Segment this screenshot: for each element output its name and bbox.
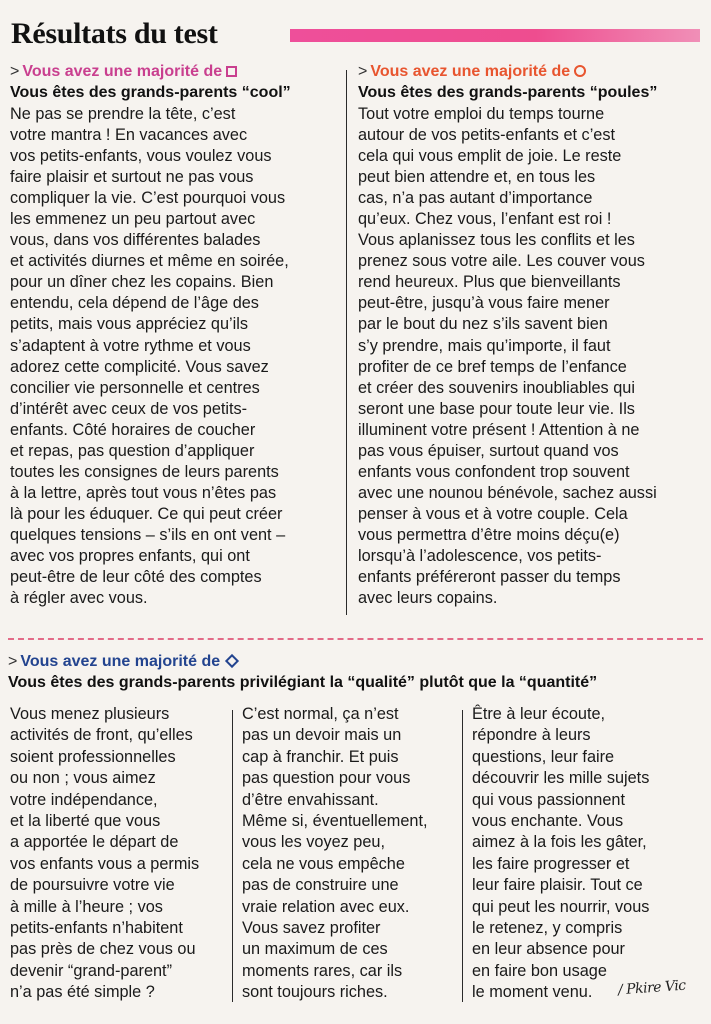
text-line: en faire bon usage [472,961,607,980]
text-line: peut-être, jusqu’à vous faire mener [358,294,610,313]
column-divider [346,70,347,615]
result-qualite-heading: Vous êtes des grands-parents privilégiant la “qualité” plutôt que la “quantité” [8,674,598,691]
text-line: là pour les éduquer. Ce qui peut créer [10,504,283,523]
result-qualite-body-2 [242,704,457,1004]
result-qualite-body-3 [472,704,702,1004]
text-line: sont toujours riches. [242,983,388,1002]
text-line: pas de construire une [242,876,399,895]
text-line: aimez à la fois les gâter, [472,833,647,852]
result-qualite-intro [8,652,708,672]
text-line: d’intérêt avec ceux de vos petits- [10,399,248,418]
text-line: Ne pas se prendre la tête, c’est [10,105,236,123]
text-line: enfants vous confondent trop souvent [358,462,630,481]
text-line: enfants. Côté horaires de coucher [10,420,256,439]
diamond-icon [225,654,239,668]
text-line: leur faire plaisir. Tout ce [472,876,643,895]
text-line: pour un dîner chez les copains. Bien [10,273,274,292]
text-line: et repas, pas question d’appliquer [10,441,255,460]
text-line: de poursuivre votre vie [10,876,175,895]
circle-icon [574,65,586,77]
result-qualite-column-2 [242,704,457,1004]
page-title: Résultats du test [11,17,218,50]
result-poules-heading: Vous êtes des grands-parents “poules” [358,84,658,101]
text-line: lorsqu’à l’adolescence, vos petits- [358,546,602,565]
text-line: pas question pour vous [242,769,411,788]
text-line: votre mantra ! En vacances avec [10,126,248,145]
text-line: avec vos propres enfants, qui ont [10,546,250,565]
text-line: qu’eux. Chez vous, l’enfant est roi ! [358,210,612,229]
column-divider [232,710,233,1002]
text-line: seront une base pour toute leur vie. Ils [358,399,635,418]
result-poules-body [358,104,698,609]
text-line: enfants préféreront passer du temps [358,568,621,587]
square-icon [226,66,237,77]
text-line: Même si, éventuellement, [242,812,428,831]
result-qualite [8,652,708,694]
text-line: avec leurs copains. [358,589,498,608]
text-line: Vous aplanissez tous les conflits et les [358,231,635,250]
result-cool-body [10,104,340,609]
text-line: cap à franchir. Et puis [242,747,399,766]
text-line: Vous menez plusieurs [10,705,170,723]
text-line: moments rares, car ils [242,961,403,980]
text-line: concilier vie personnelle et centres [10,378,260,397]
text-line: peut bien attendre et, en tous les [358,168,596,187]
text-line: vos enfants vous a permis [10,854,200,873]
result-qualite-column-1 [10,704,230,1004]
result-cool-intro-text: Vous avez une majorité de [22,63,223,80]
text-line: cela ne vous empêche [242,854,405,873]
text-line: compliquer la vie. C’est pourquoi vous [10,189,286,208]
result-cool-intro [10,62,340,82]
text-line: profiter de ce bref temps de l’enfance [358,357,627,376]
text-line: vraie relation avec eux. [242,897,410,916]
text-line: pas un devoir mais un [242,726,402,745]
text-line: petits, mais vous appréciez qu’ils [10,315,248,334]
result-poules-intro [358,62,698,82]
text-line: découvrir les mille sujets [472,769,650,788]
result-qualite-intro-text: Vous avez une majorité de [20,653,221,670]
text-line: à mille à l’heure ; vos [10,897,163,916]
result-poules [358,62,698,609]
text-line: devenir “grand-parent” [10,961,172,980]
text-line: illuminent votre présent ! Attention à ne [358,420,640,439]
signature: / Pkire Vic [617,977,687,999]
arrow-icon: > [358,63,368,80]
text-line: avec une nounou bénévole, sachez aussi [358,483,657,502]
text-line: prenez sous votre aile. Les couver vous [358,252,645,271]
text-line: pas vous épuiser, surtout quand vos [358,441,619,460]
text-line: n’a pas été simple ? [10,983,155,1002]
text-line: faire plaisir et surtout ne pas vous [10,168,254,187]
text-line: d’être envahissant. [242,790,379,809]
text-line: s’adaptent à votre rythme et vous [10,336,251,355]
text-line: qui vous passionnent [472,790,625,809]
text-line: répondre à leurs [472,726,591,745]
text-line: pas près de chez vous ou [10,940,196,959]
text-line: Vous savez profiter [242,919,381,938]
text-line: penser à vous et à votre couple. Cela [358,504,628,523]
text-line: et la liberté que vous [10,812,161,831]
text-line: vos petits-enfants, vous voulez vous [10,147,272,166]
title-accent-bar [290,29,700,42]
text-line: les faire progresser et [472,854,630,873]
text-line: soient professionnelles [10,747,176,766]
text-line: un maximum de ces [242,940,388,959]
text-line: les emmenez un peu partout avec [10,210,256,229]
text-line: rend heureux. Plus que bienveillants [358,273,621,292]
text-line: toutes les consignes de leurs parents [10,462,279,481]
text-line: le moment venu. [472,983,593,1002]
result-cool-heading: Vous êtes des grands-parents “cool” [10,84,291,101]
text-line: petits-enfants n’habitent [10,919,183,938]
text-line: questions, leur faire [472,747,615,766]
text-line: par le bout du nez s’ils savent bien [358,315,608,334]
text-line: vous, dans vos différentes balades [10,231,261,250]
text-line: Tout votre emploi du temps tourne [358,105,605,123]
result-qualite-body-1 [10,704,230,1004]
text-line: quelques tensions – s’ils en ont vent – [10,525,286,544]
text-line: vous enchante. Vous [472,812,624,831]
text-line: le retenez, y compris [472,919,623,938]
text-line: en leur absence pour [472,940,625,959]
arrow-icon: > [8,653,18,670]
text-line: s’y prendre, mais qu’importe, il faut [358,336,611,355]
text-line: peut-être de leur côté des comptes [10,568,262,587]
text-line: C’est normal, ça n’est [242,705,399,723]
column-divider [462,710,463,1002]
text-line: cela qui vous emplit de joie. Le reste [358,147,622,166]
text-line: et créer des souvenirs inoubliables qui [358,378,635,397]
result-qualite-column-3 [472,704,702,1004]
text-line: activités de front, qu’elles [10,726,193,745]
text-line: vous permettra d’être moins déçu(e) [358,525,620,544]
text-line: adorez cette complicité. Vous savez [10,357,269,376]
text-line: a apportée le départ de [10,833,179,852]
arrow-icon: > [10,63,20,80]
text-line: à la lettre, après tout vous n’êtes pas [10,483,277,502]
text-line: vous les voyez peu, [242,833,385,852]
text-line: à régler avec vous. [10,589,148,608]
text-line: autour de vos petits-enfants et c’est [358,126,616,145]
result-poules-intro-text: Vous avez une majorité de [370,63,571,80]
text-line: qui peut les nourrir, vous [472,897,650,916]
text-line: Être à leur écoute, [472,705,606,723]
result-cool [10,62,340,609]
text-line: ou non ; vous aimez [10,769,156,788]
text-line: et activités diurnes et même en soirée, [10,252,289,271]
section-divider [8,638,703,640]
text-line: cas, n’a pas autant d’importance [358,189,593,208]
text-line: entendu, cela dépend de l’âge des [10,294,259,313]
text-line: votre indépendance, [10,790,158,809]
